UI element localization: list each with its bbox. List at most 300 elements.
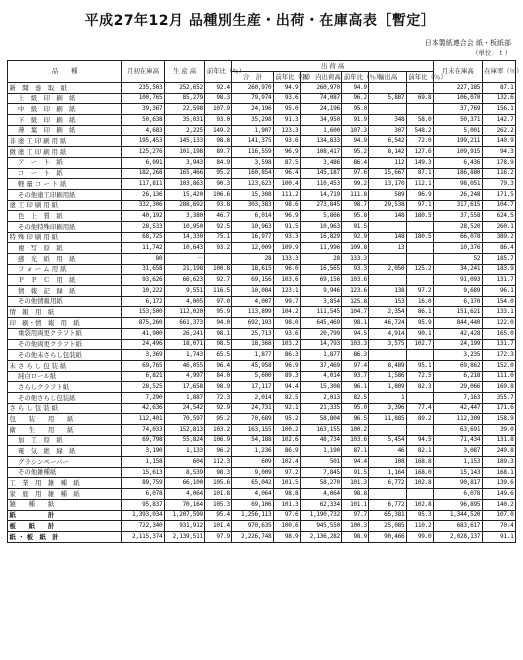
cell-production-yoy: 98.3 [205, 93, 232, 104]
table-row [8, 457, 516, 468]
cell-opening: 89,759 [122, 478, 165, 489]
cell-production: 24,542 [164, 403, 205, 414]
cell-inventory-ratio: 116.2 [482, 168, 515, 179]
header-prod-yoy: 前年比（％） [205, 61, 232, 83]
cell-domestic: 20,799 [300, 328, 342, 339]
header-total: 合 計 [232, 72, 274, 83]
cell-shipments-total-yoy: 94.9 [273, 83, 300, 94]
cell-opening: 4,683 [122, 125, 165, 136]
cell-shipments-total-yoy: 123.3 [273, 125, 300, 136]
cell-export-yoy: 99.0 [406, 531, 433, 542]
cell-production: 70,597 [164, 414, 205, 425]
cell-domestic-yoy: 86.4 [342, 157, 369, 168]
cell-production: 112,020 [164, 307, 205, 318]
cell-production: 35,031 [164, 115, 205, 126]
cell-domestic-yoy: 97.6 [342, 168, 369, 179]
cell-export: 3,575 [369, 339, 406, 350]
cell-production-yoy: 101.8 [205, 489, 232, 500]
cell-closing: 34,241 [433, 264, 482, 275]
cell-domestic: 2,013 [300, 392, 342, 403]
cell-production-yoy: 101.4 [205, 521, 232, 532]
cell-shipments-total-yoy: 92.1 [273, 403, 300, 414]
cell-opening: 722,340 [122, 521, 165, 532]
cell-closing: 1,153 [433, 457, 482, 468]
cell-inventory-ratio: 122.0 [482, 318, 515, 329]
cell-closing: 199,211 [433, 136, 482, 147]
cell-domestic: 5,866 [300, 211, 342, 222]
cell-domestic: 11,996 [300, 243, 342, 254]
table-row [8, 275, 516, 286]
cell-production-yoy: 46.7 [205, 211, 232, 222]
header-closing: 月末在庫高 [433, 61, 482, 83]
cell-closing: 15,143 [433, 467, 482, 478]
cell-shipments-total-yoy: 103.6 [273, 275, 300, 286]
cell-closing: 26,248 [433, 189, 482, 200]
row-label: 特 殊 印 刷 用 紙 [8, 232, 122, 243]
cell-opening: 6,821 [122, 371, 165, 382]
row-label: 情 報 記 録 紙 [8, 286, 122, 297]
row-label: 紙 ・ 板 紙 計 [8, 531, 122, 542]
header-export-yoy: 前年比（％） [408, 72, 447, 81]
cell-production: 14,330 [164, 232, 205, 243]
cell-shipments-total: 16,977 [232, 232, 274, 243]
cell-closing: 5,001 [433, 125, 482, 136]
cell-shipments-total: 18,615 [232, 264, 274, 275]
cell-domestic-yoy: 96.1 [342, 382, 369, 393]
row-label: 印 刷・情 報 用 紙 [8, 318, 122, 329]
cell-opening: 1,158 [122, 457, 165, 468]
row-label: 情 報 用 紙 [8, 307, 122, 318]
cell-export-yoy: 90.1 [406, 328, 433, 339]
cell-shipments-total: 4,064 [232, 489, 274, 500]
row-label: Ｐ Ｐ Ｃ 用 紙 [8, 275, 122, 286]
cell-inventory-ratio: 172.3 [482, 350, 515, 361]
cell-production: 2,139,511 [164, 531, 205, 542]
table-row [8, 254, 516, 265]
cell-export-yoy: 96.9 [406, 189, 433, 200]
cell-shipments-total: 10,963 [232, 221, 274, 232]
cell-domestic: 16,829 [300, 232, 342, 243]
cell-opening: 3,369 [122, 350, 165, 361]
cell-shipments-total: 3,598 [232, 157, 274, 168]
cell-export-yoy [406, 83, 433, 94]
cell-shipments-total-yoy: 96.9 [273, 211, 300, 222]
cell-inventory-ratio: 624.5 [482, 211, 515, 222]
cell-production: 21,198 [164, 264, 205, 275]
cell-shipments-total-yoy: 96.9 [273, 360, 300, 371]
header-shipments: 出 荷 高 [232, 61, 434, 72]
cell-production: 17,658 [164, 382, 205, 393]
cell-domestic: 69,156 [300, 275, 342, 286]
cell-closing: 96,895 [433, 499, 482, 510]
row-label: 微 塗 工 印 刷 用 紙 [8, 147, 122, 158]
table-row [8, 360, 516, 371]
cell-production-yoy: 72.3 [205, 392, 232, 403]
cell-inventory-ratio: 260.1 [482, 221, 515, 232]
cell-export: 6,772 [369, 499, 406, 510]
header-inventory-ratio: 在庫率（％） [482, 61, 515, 83]
cell-domestic: 2,136,282 [300, 531, 342, 542]
cell-export-yoy [406, 489, 433, 500]
cell-shipments-total-yoy: 98.8 [273, 489, 300, 500]
cell-export-yoy: 69.8 [406, 93, 433, 104]
cell-inventory-ratio: 171.5 [482, 189, 515, 200]
cell-shipments-total: 5,600 [232, 371, 274, 382]
cell-export-yoy [406, 425, 433, 436]
cell-production-yoy: 90.3 [205, 179, 232, 190]
cell-export: 138 [369, 286, 406, 297]
cell-opening: 69,765 [122, 360, 165, 371]
cell-production-yoy: 112.3 [205, 457, 232, 468]
cell-closing: 186,880 [433, 168, 482, 179]
cell-opening: 69,798 [122, 435, 165, 446]
cell-domestic: 16,565 [300, 264, 342, 275]
table-row [8, 93, 516, 104]
cell-inventory-ratio: 262.2 [482, 125, 515, 136]
cell-export-yoy: 89.2 [406, 414, 433, 425]
cell-domestic: 28 [300, 254, 342, 265]
cell-export-yoy [406, 243, 433, 254]
cell-opening: 332,306 [122, 200, 165, 211]
cell-production: 604 [164, 457, 205, 468]
cell-closing: 37,769 [433, 104, 482, 115]
cell-domestic-yoy: 103.6 [342, 435, 369, 446]
cell-export [369, 350, 406, 361]
cell-production-yoy: 106.9 [205, 435, 232, 446]
organization-label: 日本製紙連合会 紙・板紙部 [424, 39, 511, 47]
cell-shipments-total-yoy: 100.2 [273, 425, 300, 436]
cell-opening: 31,658 [122, 264, 165, 275]
cell-production-yoy: 98.1 [205, 328, 232, 339]
cell-closing: 109,915 [433, 147, 482, 158]
row-label: 紙 計 [8, 510, 122, 521]
cell-domestic-yoy: 91.5 [342, 467, 369, 478]
cell-production: 10,643 [164, 243, 205, 254]
row-label: その他両更クラフト紙 [8, 339, 122, 350]
cell-domestic: 7,845 [300, 467, 342, 478]
table-row [8, 531, 516, 542]
cell-inventory-ratio: 107.0 [482, 510, 515, 521]
cell-inventory-ratio: 158.9 [482, 414, 515, 425]
cell-domestic-yoy: 91.5 [342, 221, 369, 232]
cell-shipments-total-yoy: 87.5 [273, 157, 300, 168]
cell-closing: 10,376 [433, 243, 482, 254]
cell-production: 66,623 [164, 275, 205, 286]
cell-closing: 7,163 [433, 392, 482, 403]
cell-domestic-yoy: 93.3 [342, 264, 369, 275]
cell-export-yoy: 94.5 [406, 435, 433, 446]
cell-shipments-total: 24,731 [232, 403, 274, 414]
cell-closing: 317,615 [433, 200, 482, 211]
cell-production-yoy: 105.6 [205, 478, 232, 489]
cell-production-yoy: 92.7 [205, 275, 232, 286]
cell-inventory-ratio: 169.8 [482, 382, 515, 393]
row-label: 軽 量 コ ー ト 紙 [8, 179, 122, 190]
table-row [8, 232, 516, 243]
cell-opening: 6,172 [122, 296, 165, 307]
cell-domestic: 111,545 [300, 307, 342, 318]
cell-domestic-yoy: 98.9 [342, 531, 369, 542]
cell-export-yoy: 102.8 [406, 499, 433, 510]
cell-export: 1,809 [369, 382, 406, 393]
cell-shipments-total: 35,298 [232, 115, 274, 126]
cell-closing: 52 [433, 254, 482, 265]
cell-export-yoy: 16.0 [406, 296, 433, 307]
table-row [8, 179, 516, 190]
cell-shipments-total: 79,974 [232, 93, 274, 104]
cell-opening: 26,136 [122, 189, 165, 200]
cell-inventory-ratio: 178.9 [482, 157, 515, 168]
cell-export-yoy [406, 275, 433, 286]
cell-export-yoy: 97.2 [406, 286, 433, 297]
cell-export-yoy [406, 221, 433, 232]
cell-inventory-ratio: 165.0 [482, 328, 515, 339]
cell-shipments-total: 123,623 [232, 179, 274, 190]
cell-shipments-total-yoy: 93.6 [273, 136, 300, 147]
cell-opening: 100,765 [122, 93, 165, 104]
row-label: 中 級 印 刷 紙 [8, 104, 122, 115]
cell-domestic: 62,334 [300, 499, 342, 510]
cell-export: 11,885 [369, 414, 406, 425]
cell-export-yoy: 82.1 [406, 446, 433, 457]
cell-closing: 98,051 [433, 179, 482, 190]
cell-export [369, 489, 406, 500]
table-row [8, 307, 516, 318]
cell-domestic-yoy: 103.6 [342, 275, 369, 286]
row-label: その他雑種紙 [8, 467, 122, 478]
cell-domestic-yoy: 95.0 [342, 104, 369, 115]
row-label: フ ォ ー ム 用 紙 [8, 264, 122, 275]
cell-closing: 3,087 [433, 446, 482, 457]
cell-export: 90,466 [369, 531, 406, 542]
cell-inventory-ratio: 87.1 [482, 83, 515, 94]
cell-production-yoy: 75.1 [205, 232, 232, 243]
cell-closing: 50,371 [433, 115, 482, 126]
table-row [8, 328, 516, 339]
cell-domestic: 1,877 [300, 350, 342, 361]
row-label: 下 級 印 刷 紙 [8, 115, 122, 126]
cell-production: 152,813 [164, 425, 205, 436]
cell-opening: 117,811 [122, 179, 165, 190]
cell-export [369, 254, 406, 265]
cell-export-yoy: 97.1 [406, 200, 433, 211]
cell-closing: 6,078 [433, 489, 482, 500]
cell-export [369, 275, 406, 286]
cell-shipments-total-yoy: 104.2 [273, 307, 300, 318]
cell-export-yoy: 95.9 [406, 318, 433, 329]
cell-domestic: 145,187 [300, 168, 342, 179]
cell-production: 165,466 [164, 168, 205, 179]
cell-closing: 69,862 [433, 360, 482, 371]
cell-production-yoy: 100.8 [205, 264, 232, 275]
cell-shipments-total: 692,193 [232, 318, 274, 329]
cell-export-yoy: 95.1 [406, 360, 433, 371]
cell-domestic: 9,946 [300, 286, 342, 297]
cell-closing: 844,440 [433, 318, 482, 329]
cell-inventory-ratio: 355.7 [482, 392, 515, 403]
cell-export: 148 [369, 232, 406, 243]
cell-inventory-ratio: 389.2 [482, 232, 515, 243]
table-row [8, 350, 516, 361]
cell-production: 101,198 [164, 147, 205, 158]
cell-export: 589 [369, 189, 406, 200]
cell-shipments-total: 1,256,113 [232, 510, 274, 521]
cell-production-yoy: 65.5 [205, 350, 232, 361]
cell-opening: 95,837 [122, 499, 165, 510]
table-row [8, 200, 516, 211]
cell-opening: 15,613 [122, 467, 165, 478]
cell-export-yoy: 168.0 [406, 467, 433, 478]
cell-shipments-total: 28 [232, 254, 274, 265]
cell-export-yoy: 86.1 [406, 307, 433, 318]
cell-production: 55,824 [164, 435, 205, 446]
row-label: 衛 生 用 紙 [8, 425, 122, 436]
cell-production-yoy: 149.2 [205, 125, 232, 136]
cell-shipments-total: 6,014 [232, 211, 274, 222]
table-row [8, 211, 516, 222]
table-row [8, 489, 516, 500]
cell-production: 1,743 [164, 350, 205, 361]
cell-closing: 151,621 [433, 307, 482, 318]
cell-export-yoy: 82.3 [406, 382, 433, 393]
cell-domestic-yoy: 123.6 [342, 286, 369, 297]
cell-opening: 50,638 [122, 115, 165, 126]
cell-production: 15,420 [164, 189, 205, 200]
cell-domestic: 1,190 [300, 446, 342, 457]
cell-production: 1,133 [164, 446, 205, 457]
table-row [8, 115, 516, 126]
cell-production: 661,373 [164, 318, 205, 329]
cell-domestic-yoy: 95.8 [342, 211, 369, 222]
cell-shipments-total: 69,106 [232, 499, 274, 510]
cell-export-yoy: 180.5 [406, 232, 433, 243]
cell-shipments-total-yoy: 96.0 [273, 264, 300, 275]
cell-domestic: 14,793 [300, 339, 342, 350]
cell-opening: 68,725 [122, 232, 165, 243]
cell-production: 4,005 [164, 296, 205, 307]
cell-shipments-total: 10,084 [232, 286, 274, 297]
cell-inventory-ratio: 156.1 [482, 104, 515, 115]
cell-export: 65,381 [369, 510, 406, 521]
cell-shipments-total: 54,188 [232, 435, 274, 446]
cell-export-yoy: 102.7 [406, 339, 433, 350]
cell-domestic-yoy: 109.8 [342, 243, 369, 254]
cell-shipments-total-yoy: 91.3 [273, 115, 300, 126]
cell-production-yoy: 95.9 [205, 307, 232, 318]
cell-production: 10,950 [164, 221, 205, 232]
cell-production: 1,887 [164, 392, 205, 403]
cell-inventory-ratio: 140.9 [482, 136, 515, 147]
row-label: 未 さ ら し 包 装 紙 [8, 360, 122, 371]
cell-domestic: 273,845 [300, 200, 342, 211]
cell-opening: 182,268 [122, 168, 165, 179]
cell-export-yoy: 102.8 [406, 478, 433, 489]
table-row [8, 478, 516, 489]
cell-domestic: 34,950 [300, 115, 342, 126]
row-label: その他さらし包装紙 [8, 392, 122, 403]
cell-opening: 41,900 [122, 328, 165, 339]
row-label: 包 装 用 紙 [8, 414, 122, 425]
cell-closing: 42,428 [433, 328, 482, 339]
cell-inventory-ratio: 183.9 [482, 264, 515, 275]
cell-production-yoy: 95.2 [205, 168, 232, 179]
cell-domestic: 163,155 [300, 425, 342, 436]
table-row [8, 467, 516, 478]
cell-production-yoy: 92.4 [205, 83, 232, 94]
table-row [8, 446, 516, 457]
cell-opening: 28,525 [122, 382, 165, 393]
cell-export-yoy: 110.2 [406, 521, 433, 532]
cell-export-yoy: 72.5 [406, 371, 433, 382]
header-total-yoy: 前年比（％） [275, 72, 314, 81]
cell-shipments-total-yoy: 89.3 [273, 371, 300, 382]
cell-production-yoy: 97.9 [205, 531, 232, 542]
cell-domestic-yoy: 133.3 [342, 254, 369, 265]
cell-shipments-total-yoy: 101.5 [273, 478, 300, 489]
cell-opening: 28,533 [122, 221, 165, 232]
table-row [8, 147, 516, 158]
cell-export: 4,914 [369, 328, 406, 339]
cell-export-yoy: 180.5 [406, 211, 433, 222]
cell-export [369, 425, 406, 436]
cell-domestic: 1,600 [300, 125, 342, 136]
cell-inventory-ratio: 96.1 [482, 286, 515, 297]
cell-domestic-yoy: 92.9 [342, 232, 369, 243]
cell-domestic: 4,014 [300, 371, 342, 382]
row-label: 板 紙 計 [8, 521, 122, 532]
cell-export: 29,538 [369, 200, 406, 211]
cell-domestic-yoy: 100.3 [342, 521, 369, 532]
cell-domestic: 21,335 [300, 403, 342, 414]
row-label: さらしクラフト紙 [8, 382, 122, 393]
cell-shipments-total-yoy: 95.2 [273, 414, 300, 425]
cell-production: 26,241 [164, 328, 205, 339]
cell-shipments-total-yoy: 102.6 [273, 435, 300, 446]
cell-shipments-total: 69,156 [232, 275, 274, 286]
cell-export [369, 221, 406, 232]
cell-export-yoy: 87.1 [406, 168, 433, 179]
cell-opening: 7,290 [122, 392, 165, 403]
cell-export: 6,772 [369, 478, 406, 489]
cell-closing: 24,199 [433, 339, 482, 350]
table-row [8, 136, 516, 147]
cell-domestic: 501 [300, 457, 342, 468]
row-label: 非 塗 工 印 刷 用 紙 [8, 136, 122, 147]
cell-export-yoy: 548.2 [406, 125, 433, 136]
cell-domestic: 134,833 [300, 136, 342, 147]
cell-export: 1 [369, 392, 406, 403]
cell-shipments-total: 18,368 [232, 339, 274, 350]
cell-domestic-yoy: 94.9 [342, 136, 369, 147]
cell-export-yoy: 149.3 [406, 157, 433, 168]
table-row [8, 83, 516, 94]
cell-shipments-total-yoy: 98.9 [273, 531, 300, 542]
cell-shipments-total-yoy: 95.0 [273, 104, 300, 115]
cell-closing: 112,309 [433, 414, 482, 425]
cell-shipments-total: 4,007 [232, 296, 274, 307]
cell-production: 46,055 [164, 360, 205, 371]
cell-inventory-ratio: 189.3 [482, 457, 515, 468]
cell-export-yoy [406, 104, 433, 115]
cell-production: 252,652 [164, 83, 205, 94]
cell-export: 15,667 [369, 168, 406, 179]
cell-domestic-yoy: 101.3 [342, 478, 369, 489]
row-label: 塗 工 印 刷 用 紙 [8, 200, 122, 211]
cell-shipments-total: 609 [232, 457, 274, 468]
cell-domestic-yoy: 101.1 [342, 499, 369, 510]
cell-domestic: 1,190,732 [300, 510, 342, 521]
cell-domestic: 15,308 [300, 382, 342, 393]
